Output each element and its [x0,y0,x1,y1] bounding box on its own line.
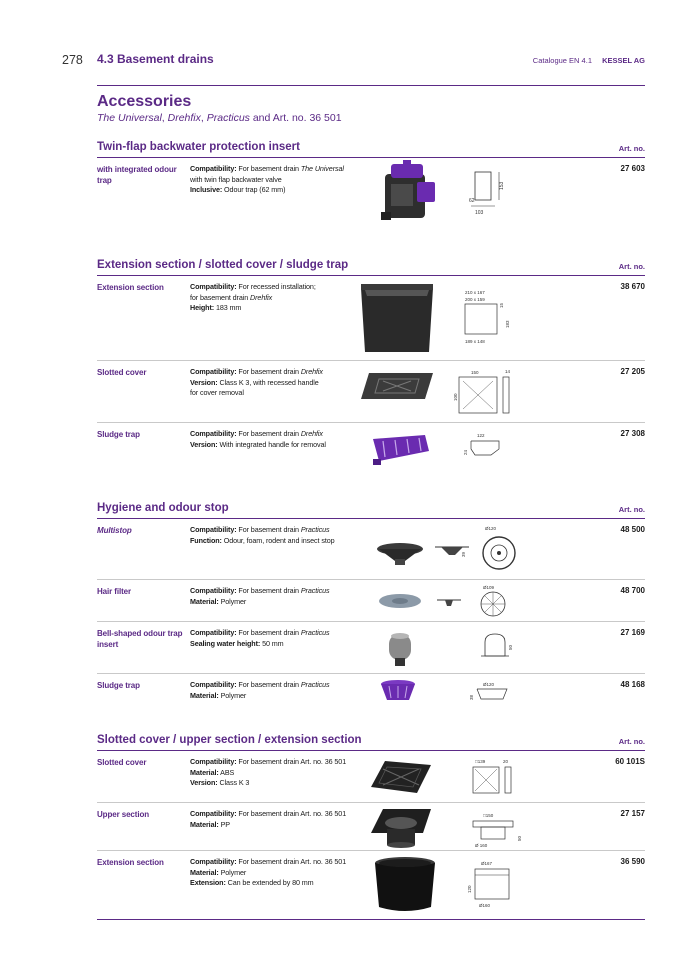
art-no-label: Art. no. [618,737,645,746]
product-description: Compatibility: For basement drain Art. no. 36 501 Material: Polymer Extension: Can be extended by 80 mm [190,857,347,887]
product-name: Multistop [97,526,132,535]
svg-text:200 x 159: 200 x 159 [465,297,485,302]
svg-text:□150: □150 [483,813,494,818]
product-name: Bell-shaped odour trap insert [97,629,183,649]
product-name: Slotted cover [97,758,147,767]
svg-text:120: 120 [467,885,472,893]
group-title: Twin-flap backwater protection insert [97,141,300,153]
svg-text:Ø109: Ø109 [483,585,495,590]
svg-text:38: 38 [469,694,474,700]
svg-text:153: 153 [499,181,505,190]
group-header-slotted-upper [97,731,645,751]
svg-text:Ø 160: Ø 160 [475,843,488,848]
product-row [97,579,645,621]
hair-filter-image [377,592,423,610]
svg-text:50: 50 [517,835,522,841]
svg-text:50: 50 [508,644,513,650]
svg-text:Ø120: Ø120 [483,682,495,687]
product-name: Extension section [97,858,164,867]
svg-text:150: 150 [471,370,479,375]
product-description: Compatibility: For basement drain Practicus Sealing water height: 50 mm [190,628,330,648]
header-divider [97,85,645,86]
product-description: Compatibility: For recessed installation; for basement drain Drehfix Height: 183 mm [190,282,316,312]
svg-text:24: 24 [463,449,468,455]
product-name: Upper section [97,810,150,819]
bell-trap-drawing [479,628,515,662]
article-number: 27 603 [620,164,645,173]
art-no-label: Art. no. [618,262,645,271]
svg-text:39: 39 [461,551,466,557]
catalogue-label: Catalogue EN 4.1 [532,56,592,65]
svg-text:Ø160: Ø160 [479,903,491,908]
abs-slotted-cover-image [369,759,433,795]
practicus-sludge-trap-drawing [469,680,513,702]
svg-text:15: 15 [499,302,504,308]
product-row [97,360,645,422]
svg-text:100: 100 [453,393,458,401]
sludge-trap-drawing [463,431,507,459]
svg-text:210 x 167: 210 x 167 [465,290,485,295]
svg-text:Ø120: Ø120 [485,526,497,531]
page-subtitle: The Universal, Drehfix, Practicus and Art. no. 36 501 [97,112,342,124]
article-number: 27 157 [620,809,645,818]
group-title: Hygiene and odour stop [97,502,229,514]
group-header-backwater [97,138,645,158]
product-row [97,276,645,360]
group-header-hygiene [97,499,645,519]
product-row [97,422,645,482]
slotted-cover-drawing [453,367,519,417]
extension-section-drawing [459,288,519,346]
product-row [97,621,645,673]
product-row [97,850,645,916]
group-header-extension [97,256,645,276]
product-description: Compatibility: For basement drain Art. no. 36 501 Material: PP [190,809,347,829]
product-name: Hair filter [97,587,132,596]
article-number: 27 169 [620,628,645,637]
product-name: Slotted cover [97,368,147,377]
group-title: Extension section / slotted cover / sludge trap [97,259,349,271]
art-no-label: Art. no. [618,505,645,514]
product-description: Compatibility: For basement drain Art. no. 36 501 Material: ABS Version: Class K 3 [190,757,347,787]
svg-text:183: 183 [505,320,510,328]
36501-extension-image [373,855,437,913]
svg-text:□139: □139 [475,759,486,764]
product-description: Compatibility: For basement drain Drehfix Version: With integrated handle for removal [190,429,326,449]
product-name: Sludge trap [97,430,140,439]
product-name: Extension section [97,283,164,292]
article-number: 38 670 [620,282,645,291]
page-header [0,0,678,90]
product-description: Compatibility: For basement drain Practicus Material: Polymer [190,586,330,606]
svg-text:20: 20 [503,759,509,764]
article-number: 48 168 [620,680,645,689]
multistop-side-drawing [433,543,473,559]
article-number: 48 700 [620,586,645,595]
upper-section-image [369,807,435,849]
product-description: Compatibility: For basement drain Drehfix Version: Class K 3, with recessed handle for cover removal [190,367,323,397]
page-number: 278 [62,53,83,67]
product-name: with integrated odour trap [97,165,177,185]
svg-text:14: 14 [505,369,511,374]
hair-filter-top-drawing [475,582,515,620]
hair-filter-side-drawing [435,594,465,608]
product-row [97,519,645,579]
section-title: 4.3 Basement drains [97,52,214,66]
svg-text:62: 62 [469,198,475,204]
multistop-top-drawing [475,523,525,573]
36501-extension-drawing [463,859,523,909]
article-number: 36 590 [620,857,645,866]
product-row [97,158,645,228]
slotted-cover-image [359,371,435,401]
backwater-insert-drawing [467,168,507,218]
multistop-image [375,541,425,567]
svg-text:Ø167: Ø167 [481,861,493,866]
page-title: Accessories [97,93,192,110]
article-number: 48 500 [620,525,645,534]
brand-label: KESSEL AG [602,56,645,65]
product-description: Compatibility: For basement drain The Universal with twin flap backwater valve Inclusive: Odour trap (62 mm) [190,164,344,194]
product-description: Compatibility: For basement drain Practicus Function: Odour, foam, rodent and insect stop [190,525,335,545]
group-title: Slotted cover / upper section / extension section [97,734,362,746]
article-number: 27 308 [620,429,645,438]
sludge-trap-image [369,429,431,467]
product-name: Sludge trap [97,681,140,690]
art-no-label: Art. no. [618,144,645,153]
footer-divider [97,919,645,920]
abs-slotted-cover-drawing [471,757,521,797]
product-row [97,673,645,723]
bell-trap-image [385,630,415,668]
product-row [97,802,645,850]
product-description: Compatibility: For basement drain Practicus Material: Polymer [190,680,330,700]
svg-text:122: 122 [477,433,485,438]
upper-section-drawing [469,811,525,849]
extension-section-image [359,282,435,356]
svg-text:103: 103 [475,210,484,216]
practicus-sludge-trap-image [379,678,417,704]
product-row [97,751,645,802]
backwater-insert-image [377,160,439,224]
svg-text:189 x 148: 189 x 148 [465,339,485,344]
article-number: 60 101S [615,757,645,766]
article-number: 27 205 [620,367,645,376]
